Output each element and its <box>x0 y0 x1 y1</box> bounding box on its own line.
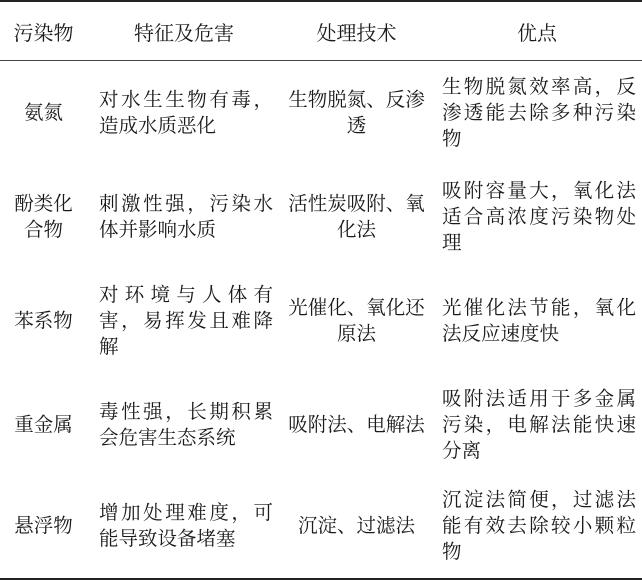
table-header <box>0 2 642 61</box>
table-row <box>0 269 642 373</box>
cell-feature: 对水生生物有毒，造成水质恶化 <box>99 88 273 137</box>
cell-technique: 沉淀、过滤法 <box>297 514 415 537</box>
header-feature: 特征及危害 <box>134 20 234 45</box>
table-row <box>0 477 642 575</box>
header-advantage: 优点 <box>517 20 557 45</box>
header-pollutant: 污染物 <box>13 20 74 45</box>
table-row <box>0 61 642 165</box>
cell-feature: 毒性强，长期积累会危害生态系统 <box>99 400 273 449</box>
cell-advantage: 光催化法节能，氧化法反应速度快 <box>442 296 636 345</box>
cell-pollutant: 苯系物 <box>14 309 73 332</box>
cell-advantage: 吸附容量大，氧化法适合高浓度污染物处理 <box>442 179 636 254</box>
cell-pollutant: 悬浮物 <box>14 514 73 537</box>
cell-pollutant: 氨氮 <box>23 101 63 124</box>
table-row <box>0 373 642 477</box>
header-technique: 处理技术 <box>316 20 397 45</box>
cell-technique: 活性炭吸附、氧化法 <box>288 192 425 241</box>
cell-feature: 增加处理难度，可能导致设备堵塞 <box>99 501 273 550</box>
cell-advantage: 吸附法适用于多金属污染，电解法能快速分离 <box>442 387 636 462</box>
cell-pollutant: 重金属 <box>14 413 73 436</box>
cell-feature: 刺激性强，污染水体并影响水质 <box>99 192 273 241</box>
cell-pollutant: 酚类化合物 <box>14 192 73 241</box>
cell-advantage: 沉淀法简便，过滤法能有效去除较小颗粒物 <box>442 488 636 563</box>
cell-advantage: 生物脱氮效率高，反渗透能去除多种污染物 <box>442 75 636 150</box>
table-row <box>0 165 642 269</box>
cell-feature: 对环境与人体有害，易挥发且难降解 <box>99 283 273 358</box>
cell-technique: 吸附法、电解法 <box>288 413 425 436</box>
cell-technique: 光催化、氧化还原法 <box>288 296 425 345</box>
cell-technique: 生物脱氮、反渗透 <box>288 88 425 137</box>
